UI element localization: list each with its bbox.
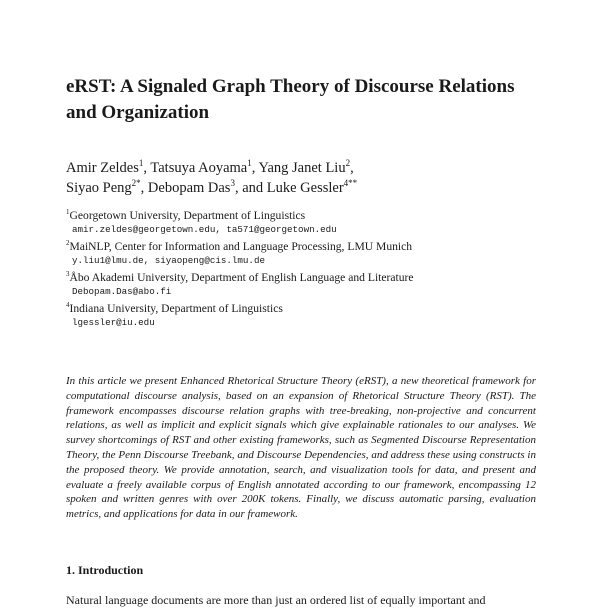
author: Tatsuya Aoyama$^1$, xyxy=(150,158,259,176)
affiliation: $^1$Georgetown University, Department of Linguistics amir.zeldes@georgetown.edu, ta571@georgetown.edu xyxy=(66,208,546,236)
author: Amir Zeldes$^1$, xyxy=(66,158,151,176)
affiliation: $^3$Åbo Akademi University, Department of English Language and Literature Debopam.Das@abo.fi xyxy=(66,270,546,298)
section-heading: 1. Introduction xyxy=(66,563,144,577)
affiliation-emails: Debopam.Das@abo.fi xyxy=(72,286,172,297)
author: Siyao Peng$^{2*}$, xyxy=(66,178,148,196)
affiliation-emails: amir.zeldes@georgetown.edu, ta571@georgetown.edu xyxy=(72,224,337,235)
author: Luke Gessler$^{4**}$ xyxy=(266,178,358,196)
abstract: In this article we present Enhanced Rhetorical Structure Theory (eRST), a new theoretical framework for computational discourse analysis, based on an expansion of Rhetorical Structure Theory (RST). The framework encompasses discourse relation graphs with tree-breaking, non-projective and concurrent relations, as well as implicit and explicit signals which give explainable rationales to our analyses. We survey shortcomings of RST and other existing frameworks, such as Segmented Discourse Representation Theory, the Penn Discourse Treebank, and Discourse Dependencies, and address these using constructs in the proposed theory. We provide annotation, search, and visualization tools for data, and present and evaluate a freely available corpus of English annotated according to our framework, encompassing 12 spoken and written genres with over 200K tokens. Finally, we discuss automatic parsing, evaluation metrics, and applications for data in our framework. xyxy=(66,375,536,521)
author: Yang Janet Liu$^2$, xyxy=(258,158,354,176)
affiliation-name: MaiNLP, Center for Information and Language Processing, LMU Munich xyxy=(69,240,413,253)
body-text: Natural language documents are more than just an ordered list of equally important and xyxy=(66,593,486,607)
author-list xyxy=(66,158,536,198)
affiliation-name: Åbo Akademi University, Department of English Language and Literature xyxy=(69,271,414,284)
paper-title: eRST: A Signaled Graph Theory of Discourse Relations and Organization xyxy=(66,76,515,123)
affiliation-name: Georgetown University, Department of Linguistics xyxy=(69,209,306,222)
affiliation: $^4$Indiana University, Department of Linguistics lgessler@iu.edu xyxy=(66,301,546,329)
affiliation-list xyxy=(66,208,546,332)
author: Debopam Das$^3$, and xyxy=(147,178,267,196)
affiliation-emails: lgessler@iu.edu xyxy=(72,317,155,328)
affiliation-emails: y.liu1@lmu.de, siyaopeng@cis.lmu.de xyxy=(72,255,265,266)
affiliation: $^2$MaiNLP, Center for Information and Language Processing, LMU Munich y.liu1@lmu.de, siyaopeng@cis.lmu.de xyxy=(66,239,546,267)
affiliation-name: Indiana University, Department of Linguistics xyxy=(69,302,283,315)
